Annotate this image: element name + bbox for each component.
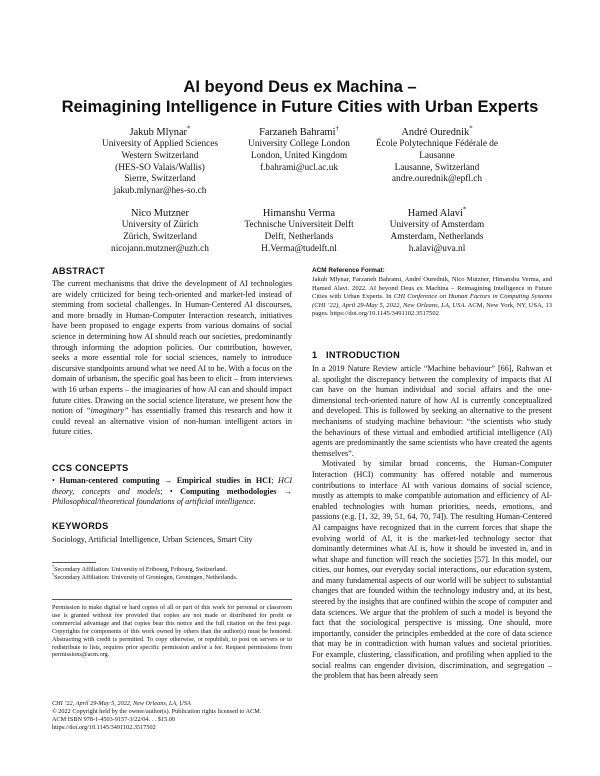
author-affiliation: (HES-SO Valais/Wallis) bbox=[115, 162, 205, 173]
footnote: †Secondary Affiliation: University of Groningen, Groningen, Netherlands. bbox=[52, 571, 238, 581]
author-affiliation: Technische Universiteit Delft bbox=[244, 220, 354, 231]
author-affiliation: University of Zürich bbox=[121, 220, 199, 231]
venue-line: CHI ’22, April 29-May 5, 2022, New Orleans, LA, USA bbox=[52, 700, 191, 707]
author-email[interactable]: jakub.mlynar@hes-so.ch bbox=[113, 185, 207, 196]
acm-reference-heading: ACM Reference Format: bbox=[312, 267, 385, 274]
author-email[interactable]: f.bahrami@ucl.ac.uk bbox=[260, 162, 338, 173]
permission-notice: Permission to make digital or hard copies of all or part of this work for personal or classroom use is granted without fee provided that copies are not made or distributed for profit or commercial advantage and that copies bear this notice and the full citation on the first page. Copyrights for components of this work owned by others than the author(s) must be honored. Abstracting with credit is permitted. To copy otherwise, or republish, to post on servers or to redistribute to lists, requires prior specific permission and/or a fee. Request permissions from permissions@acm.org. bbox=[52, 604, 292, 659]
author-location: Sierre, Switzerland bbox=[124, 174, 196, 185]
footnote-rule bbox=[52, 562, 96, 563]
keywords-text: Sociology, Artificial Intelligence, Urban Sciences, Smart City bbox=[52, 535, 253, 544]
author-email[interactable]: h.alavi@uva.nl bbox=[408, 243, 466, 254]
abstract-text: The current mechanisms that drive the development of AI technologies are widely criticized for being tech-oriented and market-led instead of stemming from societal challenges. In Human-Centered AI discourses, and more broadly in Human-Computer Interaction research, initiatives have been proposed to engage experts from various domains of social science in determining how AI should reach our societies, predominantly through informing the adoption policies. Our contribution, however, seeks a more essential role for social sciences, namely to introduce discursive standpoints around what we need AI to be. With a focus on the domain of urbanism, the specific goal has been to elicit – from interviews with 16 urban experts – the imaginaries of how AI can and should impact future cities. Drawing on the social science literature, we present how the notion of “imaginary” has essentially framed this research and how it could reveal an alternative vision of non-human intelligent actors in future cities. bbox=[52, 279, 292, 437]
rights-line: © 2022 Copyright held by the owner/author(s). Publication rights licensed to ACM. bbox=[52, 707, 262, 715]
copyright-block bbox=[52, 700, 292, 732]
author-name: André Ourednik* bbox=[401, 125, 473, 138]
introduction-paragraph: In a 2019 Nature Review article “Machine behaviour” [66], Rahwan et al. spotlight the discrepancy between the complexity of impacts that AI can have on the human individual and social affairs and the one-dimensional tech-oriented nature of how AI is currently conceptualized and developed. This is followed by seeking an alternative to the present mechanisms of studying machine behaviour: “the scientists who study the behaviours of these virtual and embodied artificial intelligence (AI) agents are predominantly the same scientists who have created the agents themselves”. bbox=[312, 364, 552, 458]
author-block bbox=[347, 208, 527, 255]
doi-link[interactable]: https://doi.org/10.1145/3491102.3517502 bbox=[52, 723, 156, 731]
abstract-heading: ABSTRACT bbox=[52, 266, 105, 276]
author-affiliation: University College London bbox=[248, 139, 350, 150]
author-location: Amsterdam, Netherlands bbox=[390, 232, 484, 242]
isbn-line: ACM ISBN 978-1-4503-9157-3/22/04. . . $15.00 bbox=[52, 715, 176, 723]
keywords-heading: KEYWORDS bbox=[52, 521, 109, 531]
introduction-text bbox=[312, 364, 552, 682]
introduction-heading: 1 INTRODUCTION bbox=[312, 350, 401, 360]
paper-title-line-2: Reimagining Intelligence in Future Cities with Urban Experts bbox=[61, 97, 539, 116]
permission-rule bbox=[52, 599, 292, 600]
author-email[interactable]: andre.ourednik@epfl.ch bbox=[391, 174, 483, 185]
footnote: *Secondary Affiliation: University of Fribourg, Fribourg, Switzerland. bbox=[52, 563, 228, 573]
author-email[interactable]: nicojann.mutzner@uzh.ch bbox=[111, 243, 209, 254]
author-affiliation: Western Switzerland bbox=[121, 151, 199, 161]
author-name: Farzaneh Bahrami† bbox=[259, 125, 339, 138]
author-email[interactable]: H.Verma@tudelft.nl bbox=[261, 243, 337, 254]
author-location: London, United Kingdom bbox=[250, 151, 348, 161]
author-name: Himanshu Verma bbox=[262, 208, 336, 219]
introduction-paragraph: Motivated by similar broad concerns, the Human-Computer Interaction (HCI) community has offered notable and numerous contributions to interface AI with various domains of social science, mostly as attempts to make compatible automation and efficiency of AI-enabled technologies with human priorities, needs, emotions, and passions (e.g. [1, 32, 39, 51, 64, 70, 74]). The resulting Human-Centered AI campaigns have recognized that in the current forces that shape the evolving world of AI, it is the market-led technology sector that dominantly determines what AI is, how it should be invested in, and in what shape and function will reach the societies [57]. In this model, our cities, our homes, our everyday social interactions, our education system, and many fundamental aspects of our world will be subject to substantial changes that are founded within the technology industry and, at its best, steered by the insights that are confined within the scope of computer and data sciences. We argue that the problem of such a model is beyond the fact that the sociological perspective is missing. One should, more importantly, consider the principles embedded at the core of data science that may be in contradiction with human values and societal priorities. For example, clustering, classification, and profiling when applied to the social realms can engender division, discrimination, and segregation – the problem that has been already seen bbox=[312, 459, 552, 681]
author-affiliation: University of Amsterdam bbox=[389, 220, 485, 231]
ccs-concepts-heading: CCS CONCEPTS bbox=[52, 463, 129, 473]
author-name: Jakub Mlynar* bbox=[129, 125, 191, 138]
author-affiliation: École Polytechnique Fédérale de bbox=[375, 139, 499, 150]
author-location: Lausanne, Switzerland bbox=[394, 162, 480, 173]
author-location: Delft, Netherlands bbox=[264, 232, 334, 242]
author-name: Nico Mutzner bbox=[131, 208, 189, 219]
author-location: Zürich, Switzerland bbox=[123, 232, 197, 242]
paper-title-line-1: AI beyond Deus ex Machina – bbox=[183, 77, 417, 96]
ccs-concepts-text: • Human-centered computing → Empirical studies in HCI; HCI theory, concepts and models; • Computing methodologies → Philosophical/theoretical foundations of artificial intelligence. bbox=[52, 476, 293, 507]
author-affiliation: Lausanne bbox=[419, 151, 455, 161]
acm-reference-text: Jakub Mlynar, Farzaneh Bahrami, André Ourednik, Nico Mutzner, Himanshu Verma, and Hamed Alavi. 2022. AI beyond Deus ex Machina – Reimagining Intelligence in Future Cities with Urban Experts. In CHI Conference on Human Factors in Computing Systems (CHI ’22), April 29-May 5, 2022, New Orleans, LA, USA. ACM, New York, NY, USA, 13 pages. https://doi.org/10.1145/3491102.3517502 bbox=[312, 276, 552, 318]
author-name: Hamed Alavi* bbox=[407, 206, 467, 219]
author-affiliation: University of Applied Sciences bbox=[102, 139, 218, 150]
author-block bbox=[347, 127, 527, 186]
